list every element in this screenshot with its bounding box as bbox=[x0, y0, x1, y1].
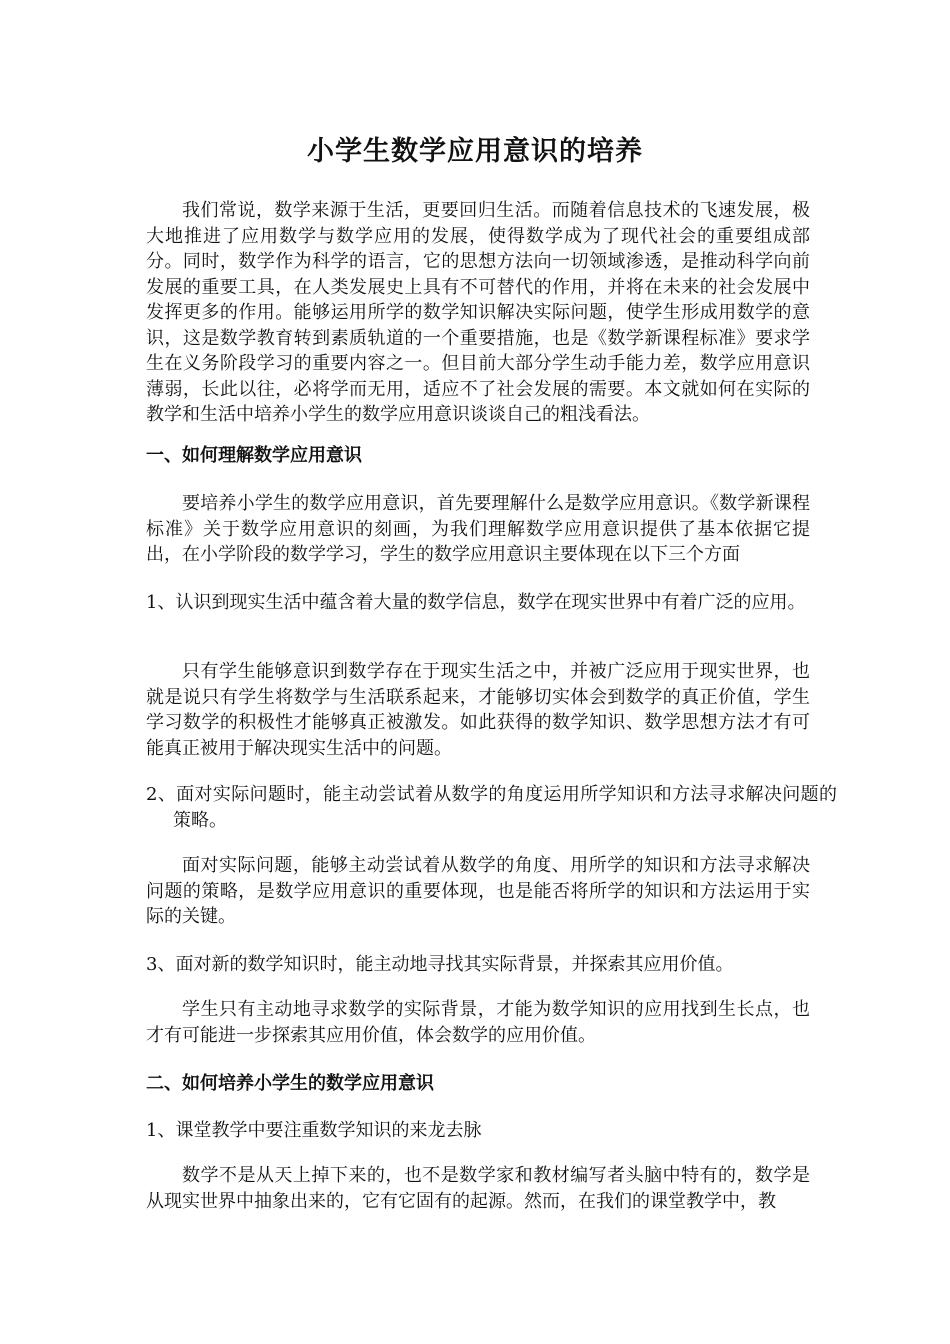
section-1-item-3: 3、面对新的数学知识时，能主动地寻找其实际背景，并探索其应用价值。 bbox=[146, 954, 734, 975]
intro-paragraph: 我们常说，数学来源于生活，更要回归生活。而随着信息技术的飞速发展，极大地推进了应用数学与数学应用的发展，使得数学成为了现代社会的重要组成部分。同时，数学作为科学的语言，它的思想方法向一切领域渗透，是推动科学向前发展的重要工具，在人类发展史上具有不可替代的作用，并将在未来的社会发展中发挥更多的作用。能够运用所学的数学知识解决实际问题，使学生形成用数学的意识，这是数学教育转到素质轨道的一个重要措施，也是《数学新课程标准》要求学生在义务阶段学习的重要内容之一。但目前大部分学生动手能力差，数学应用意识薄弱，长此以往，必将学而无用，适应不了社会发展的需要。本文就如何在实际的教学和生活中培养小学生的数学应用意识谈谈自己的粗浅看法。 bbox=[146, 200, 810, 425]
section-1-item-3-paragraph: 学生只有主动地寻求数学的实际背景，才能为数学知识的应用找到生长点，也才有可能进一步探索其应用价值，体会数学的应用价值。 bbox=[146, 999, 810, 1046]
section-1-item-2-paragraph: 面对实际问题，能够主动尝试着从数学的角度、用所学的知识和方法寻求解决问题的策略，是数学应用意识的重要体现，也是能否将所学的知识和方法运用于实际的关键。 bbox=[146, 855, 810, 927]
section-1-item-2: 2、面对实际问题时，能主动尝试着从数学的角度运用所学知识和方法寻求解决问题的策略。 bbox=[146, 784, 837, 831]
section-1-paragraph: 要培养小学生的数学应用意识，首先要理解什么是数学应用意识。《数学新课程标准》关于数学应用意识的刻画，为我们理解数学应用意识提供了基本依据它提出，在小学阶段的数学学习，学生的数学应用意识主要体现在以下三个方面 bbox=[146, 493, 810, 565]
section-1-heading: 一、如何理解数学应用意识 bbox=[146, 445, 362, 466]
section-2-item-1-paragraph: 数学不是从天上掉下来的，也不是数学家和教材编写者头脑中特有的，数学是从现实世界中抽象出来的，它有它固有的起源。然而，在我们的课堂教学中，教 bbox=[146, 1165, 810, 1212]
section-2-item-1: 1、课堂教学中要注重数学知识的来龙去脉 bbox=[146, 1120, 482, 1141]
section-2-heading: 二、如何培养小学生的数学应用意识 bbox=[146, 1073, 434, 1094]
section-1-item-1: 1、认识到现实生活中蕴含着大量的数学信息，数学在现实世界中有着广泛的应用。 bbox=[146, 592, 806, 613]
document-title: 小学生数学应用意识的培养 bbox=[307, 136, 643, 167]
section-1-item-1-paragraph: 只有学生能够意识到数学存在于现实生活之中，并被广泛应用于现实世界，也就是说只有学生将数学与生活联系起来，才能够切实体会到数学的真正价值，学生学习数学的积极性才能够真正被激发。如此获得的数学知识、数学思想方法才有可能真正被用于解决现实生活中的问题。 bbox=[146, 661, 810, 759]
